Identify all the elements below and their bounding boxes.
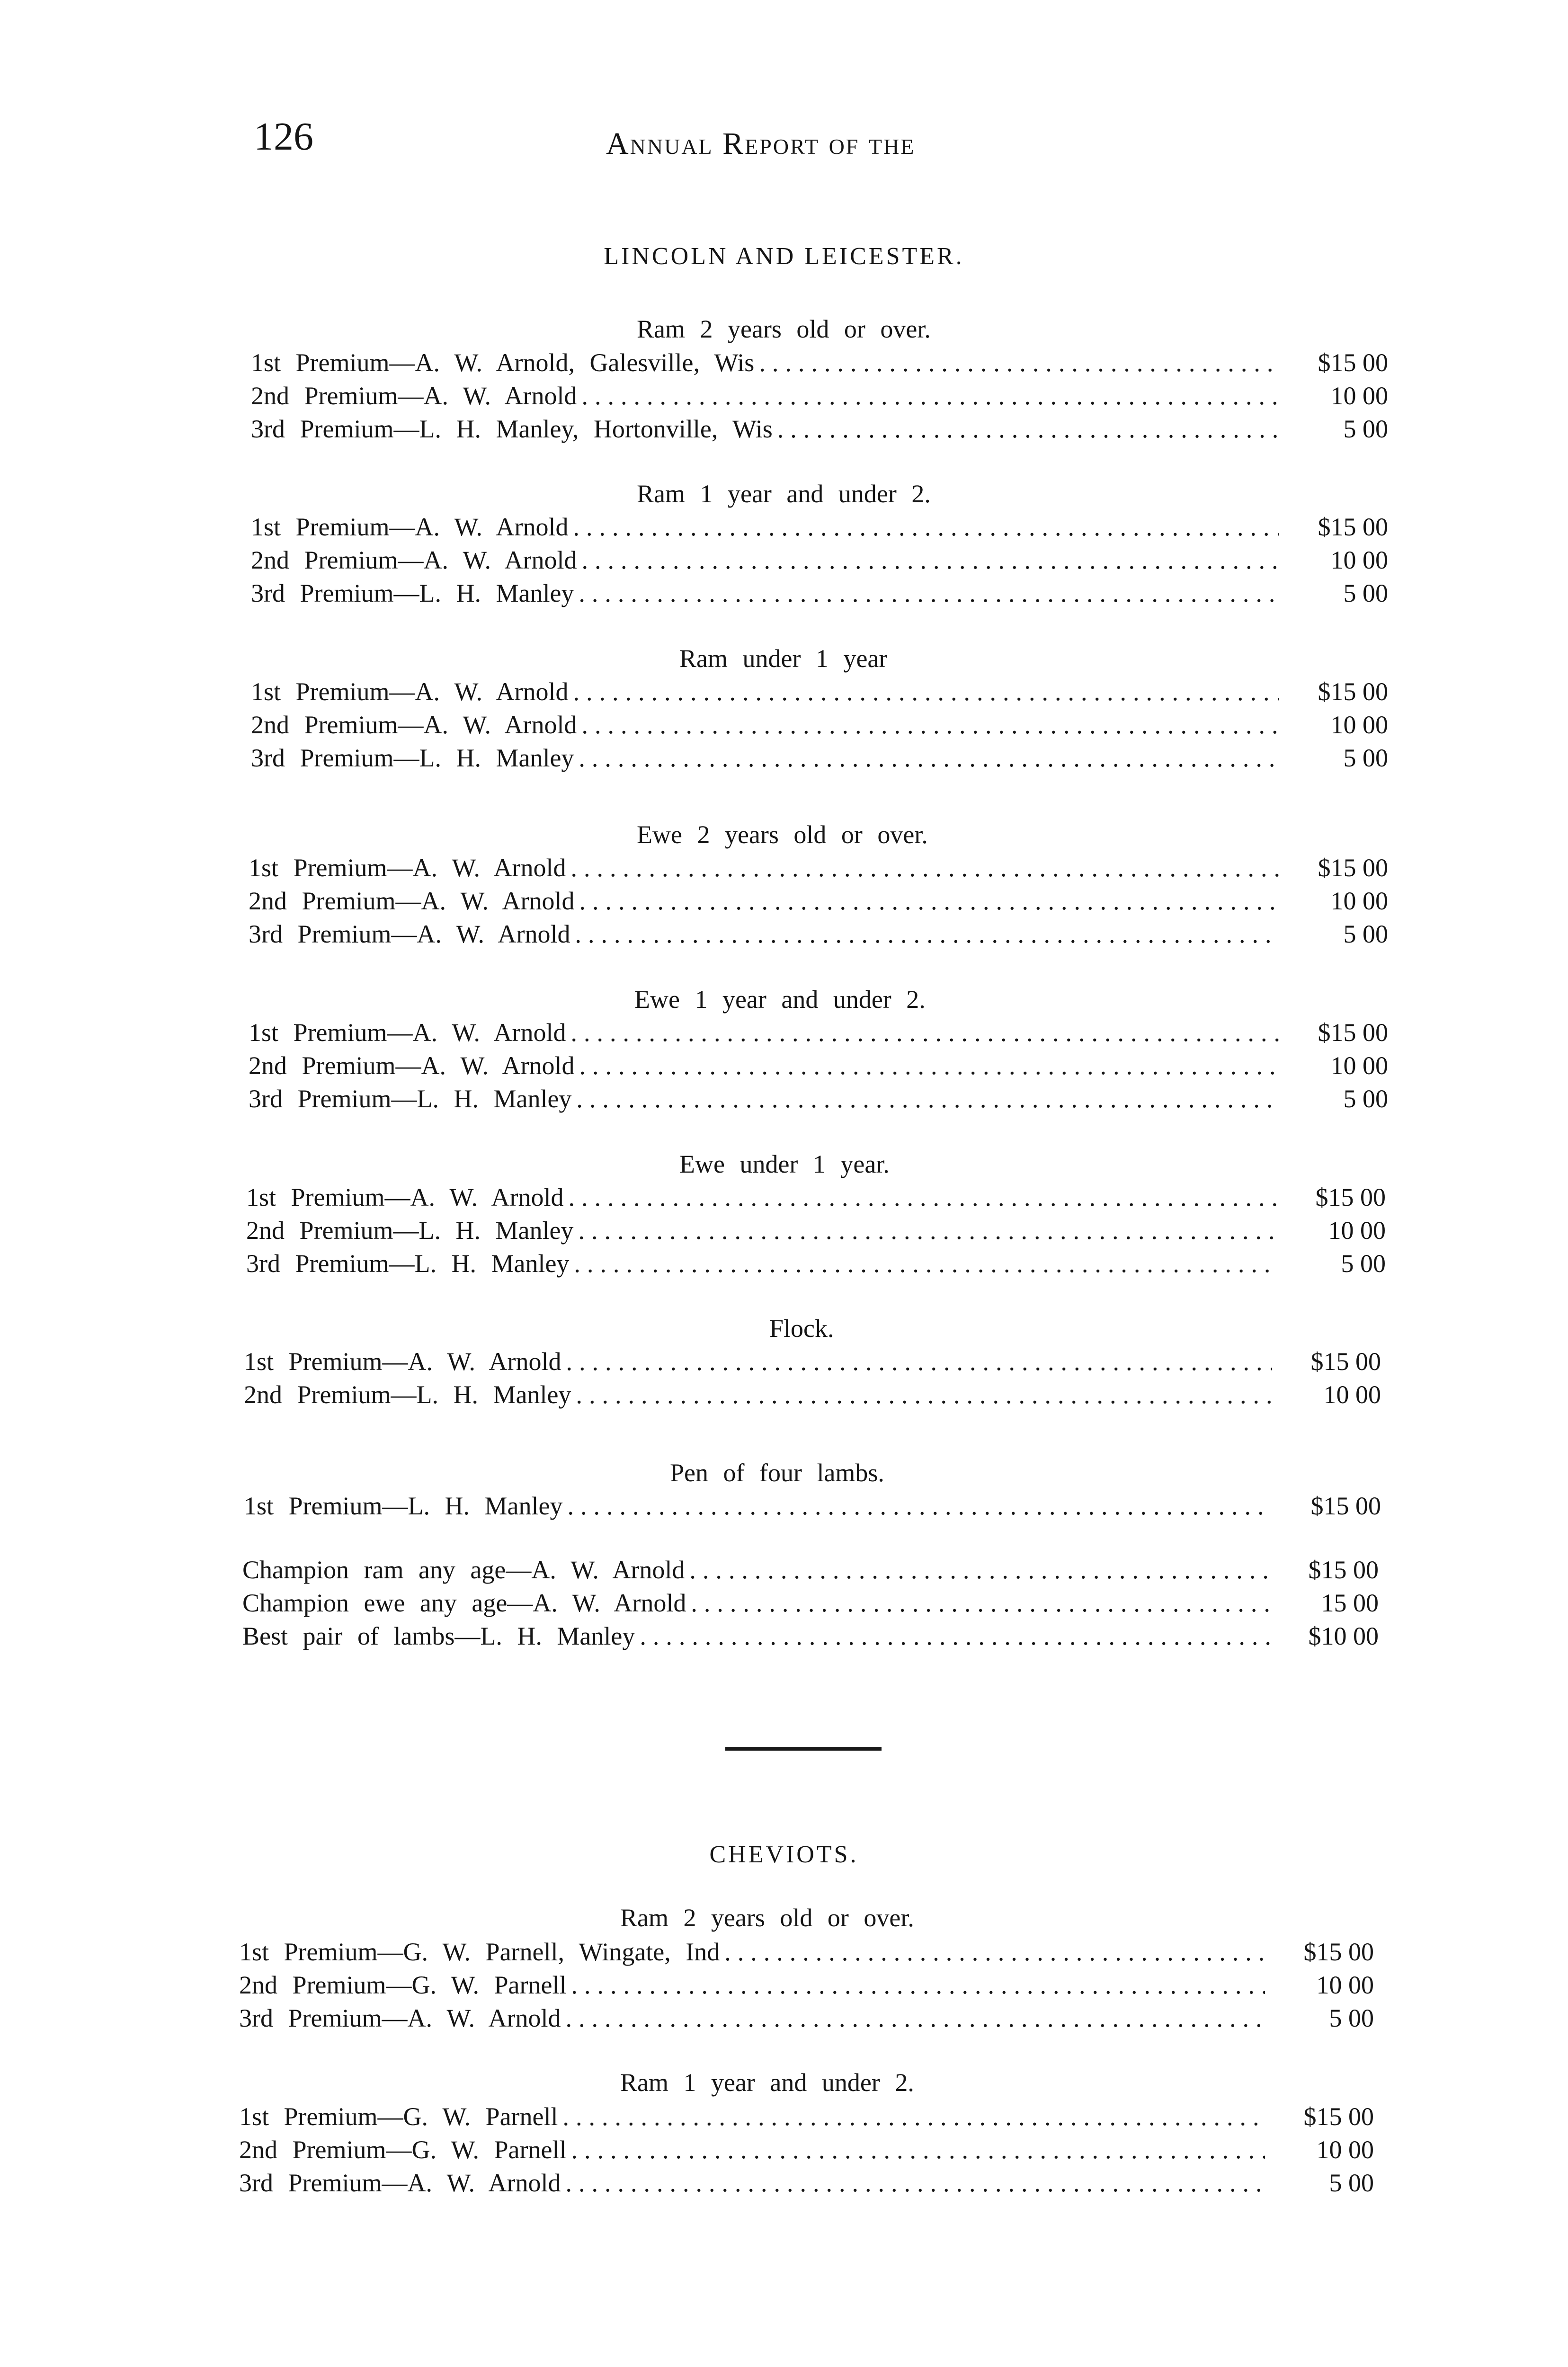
dot-leader xyxy=(575,919,1279,949)
dot-leader xyxy=(724,1937,1265,1967)
entry-amount: 10 00 xyxy=(1330,887,1388,915)
entry-label: 3rd Premium—A. W. Arnold xyxy=(239,2169,561,2197)
premium-row xyxy=(242,1555,1379,1588)
premium-row xyxy=(246,1249,1386,1282)
group-heading: Ewe 1 year and under 2. xyxy=(634,985,926,1014)
premium-row xyxy=(239,1937,1374,1970)
page-number: 126 xyxy=(254,115,313,159)
dot-leader xyxy=(640,1621,1270,1651)
group-heading: Ewe under 1 year. xyxy=(679,1150,890,1178)
dot-leader xyxy=(582,710,1279,739)
entry-amount: 5 00 xyxy=(1343,744,1388,772)
premium-row xyxy=(239,2168,1374,2201)
entry-label: 3rd Premium—A. W. Arnold xyxy=(249,920,570,948)
dot-leader xyxy=(573,512,1279,542)
entry-amount: $15 00 xyxy=(1308,1556,1379,1584)
entry-label: 1st Premium—L. H. Manley xyxy=(244,1492,563,1520)
entry-amount: 10 00 xyxy=(1316,2136,1374,2164)
entry-label: Champion ram any age—A. W. Arnold xyxy=(242,1556,685,1584)
entry-label: 3rd Premium—L. H. Manley xyxy=(246,1249,570,1278)
entry-label: 1st Premium—A. W. Arnold xyxy=(249,854,566,882)
entry-label: 1st Premium—A. W. Arnold xyxy=(249,1018,566,1047)
dot-leader xyxy=(759,348,1279,377)
premium-row xyxy=(249,1051,1388,1084)
premium-row xyxy=(249,886,1388,919)
entry-label: 3rd Premium—L. H. Manley xyxy=(249,1085,572,1113)
entry-label: 2nd Premium—L. H. Manley xyxy=(244,1380,571,1409)
premium-row xyxy=(251,578,1388,612)
entry-label: 2nd Premium—A. W. Arnold xyxy=(249,887,575,915)
group-heading: Ram 1 year and under 2. xyxy=(620,2068,914,2097)
dot-leader xyxy=(579,578,1279,608)
entry-label: 3rd Premium—L. H. Manley, Hortonville, Wis xyxy=(251,415,773,443)
entry-amount: $15 00 xyxy=(1318,348,1388,377)
premium-row xyxy=(251,677,1388,710)
dot-leader xyxy=(578,1216,1277,1245)
dot-leader xyxy=(777,414,1279,444)
premium-row xyxy=(244,1347,1381,1380)
dot-leader xyxy=(579,743,1279,773)
entry-amount: $15 00 xyxy=(1303,2102,1374,2131)
dot-leader xyxy=(574,1249,1277,1278)
premium-row xyxy=(249,853,1388,886)
dot-leader xyxy=(566,2168,1265,2198)
entry-amount: $15 00 xyxy=(1315,1183,1386,1211)
group-heading: Ram 2 years old or over. xyxy=(637,315,931,343)
premium-row xyxy=(239,2102,1374,2135)
entry-amount: 10 00 xyxy=(1330,382,1388,410)
dot-leader xyxy=(571,2135,1265,2164)
dot-leader xyxy=(576,1380,1272,1409)
premium-row xyxy=(244,1491,1381,1524)
premium-row xyxy=(246,1183,1386,1216)
premium-row xyxy=(251,512,1388,545)
dot-leader xyxy=(582,545,1279,575)
entry-amount: $15 00 xyxy=(1310,1492,1381,1520)
premium-row xyxy=(251,381,1388,414)
group-heading: Ewe 2 years old or over. xyxy=(637,820,928,849)
entry-label: 2nd Premium—G. W. Parnell xyxy=(239,1971,567,1999)
entry-label: 1st Premium—A. W. Arnold xyxy=(244,1347,561,1376)
dot-leader xyxy=(691,1588,1270,1618)
dot-leader xyxy=(569,1183,1277,1212)
section-divider xyxy=(725,1747,882,1751)
premium-row xyxy=(242,1621,1379,1655)
entry-amount: $15 00 xyxy=(1318,1018,1388,1047)
premium-row xyxy=(239,1970,1374,2003)
dot-leader xyxy=(566,1347,1272,1376)
premium-row xyxy=(239,2135,1374,2168)
entry-label: Best pair of lambs—L. H. Manley xyxy=(242,1622,635,1650)
entry-label: 3rd Premium—L. H. Manley xyxy=(251,744,574,772)
entry-label: 2nd Premium—A. W. Arnold xyxy=(249,1051,575,1080)
group-heading: Flock. xyxy=(769,1314,834,1343)
entry-amount: 5 00 xyxy=(1343,579,1388,607)
entry-label: 1st Premium—A. W. Arnold xyxy=(251,513,569,541)
entry-amount: 15 00 xyxy=(1321,1589,1379,1617)
dot-leader xyxy=(579,886,1279,916)
dot-leader xyxy=(571,1018,1279,1047)
group-heading: Ram 1 year and under 2. xyxy=(637,480,931,508)
entry-label: 1st Premium—G. W. Parnell xyxy=(239,2102,558,2131)
premium-row xyxy=(251,348,1388,381)
dot-leader xyxy=(563,2102,1265,2131)
section-heading-cheviots: CHEVIOTS. xyxy=(709,1841,859,1868)
entry-label: 3rd Premium—L. H. Manley xyxy=(251,579,574,607)
entry-label: Champion ewe any age—A. W. Arnold xyxy=(242,1589,686,1617)
entry-label: 1st Premium—A. W. Arnold, Galesville, Wis xyxy=(251,348,755,377)
dot-leader xyxy=(582,381,1279,410)
dot-leader xyxy=(566,2003,1265,2033)
premium-row xyxy=(251,710,1388,743)
entry-amount: $15 00 xyxy=(1310,1347,1381,1376)
premium-row xyxy=(249,1084,1388,1117)
premium-row xyxy=(246,1216,1386,1249)
dot-leader xyxy=(571,1970,1265,2000)
premium-row xyxy=(242,1588,1379,1621)
entry-amount: 5 00 xyxy=(1343,1085,1388,1113)
entry-label: 2nd Premium—A. W. Arnold xyxy=(251,711,577,739)
premium-row xyxy=(251,743,1388,776)
entry-amount: 5 00 xyxy=(1343,920,1388,948)
dot-leader xyxy=(573,677,1279,706)
entry-amount: $10 00 xyxy=(1308,1622,1379,1650)
entry-amount: $15 00 xyxy=(1303,1938,1374,1966)
dot-leader xyxy=(567,1491,1272,1521)
premium-row xyxy=(249,919,1388,952)
entry-label: 2nd Premium—A. W. Arnold xyxy=(251,382,577,410)
group-heading: Ram under 1 year xyxy=(679,644,888,673)
entry-amount: 10 00 xyxy=(1323,1380,1381,1409)
dot-leader xyxy=(576,1084,1279,1113)
entry-amount: $15 00 xyxy=(1318,854,1388,882)
entry-amount: $15 00 xyxy=(1318,513,1388,541)
premium-row xyxy=(239,2003,1374,2037)
group-heading: Pen of four lambs. xyxy=(670,1459,884,1487)
entry-label: 2nd Premium—A. W. Arnold xyxy=(251,546,577,574)
entry-label: 1st Premium—A. W. Arnold xyxy=(246,1183,564,1211)
premium-row xyxy=(249,1018,1388,1051)
entry-label: 3rd Premium—A. W. Arnold xyxy=(239,2004,561,2032)
premium-row xyxy=(251,414,1388,447)
section-heading-lincoln-leicester: LINCOLN AND LEICESTER. xyxy=(604,243,964,270)
dot-leader xyxy=(571,853,1279,882)
entry-amount: 10 00 xyxy=(1316,1971,1374,1999)
entry-amount: 10 00 xyxy=(1330,546,1388,574)
entry-label: 2nd Premium—L. H. Manley xyxy=(246,1216,574,1245)
entry-amount: 5 00 xyxy=(1341,1249,1386,1278)
entry-amount: 5 00 xyxy=(1329,2004,1374,2032)
dot-leader xyxy=(579,1051,1279,1080)
entry-label: 2nd Premium—G. W. Parnell xyxy=(239,2136,567,2164)
running-head: Annual Report of the xyxy=(606,126,916,161)
entry-amount: 10 00 xyxy=(1328,1216,1386,1245)
group-heading: Ram 2 years old or over. xyxy=(620,1904,914,1932)
entry-amount: 5 00 xyxy=(1343,415,1388,443)
entry-amount: 10 00 xyxy=(1330,1051,1388,1080)
entry-label: 1st Premium—G. W. Parnell, Wingate, Ind xyxy=(239,1938,720,1966)
premium-row xyxy=(251,545,1388,578)
entry-amount: 5 00 xyxy=(1329,2169,1374,2197)
entry-amount: $15 00 xyxy=(1318,677,1388,706)
entry-amount: 10 00 xyxy=(1330,711,1388,739)
premium-row xyxy=(244,1380,1381,1413)
dot-leader xyxy=(689,1555,1270,1584)
entry-label: 1st Premium—A. W. Arnold xyxy=(251,677,569,706)
